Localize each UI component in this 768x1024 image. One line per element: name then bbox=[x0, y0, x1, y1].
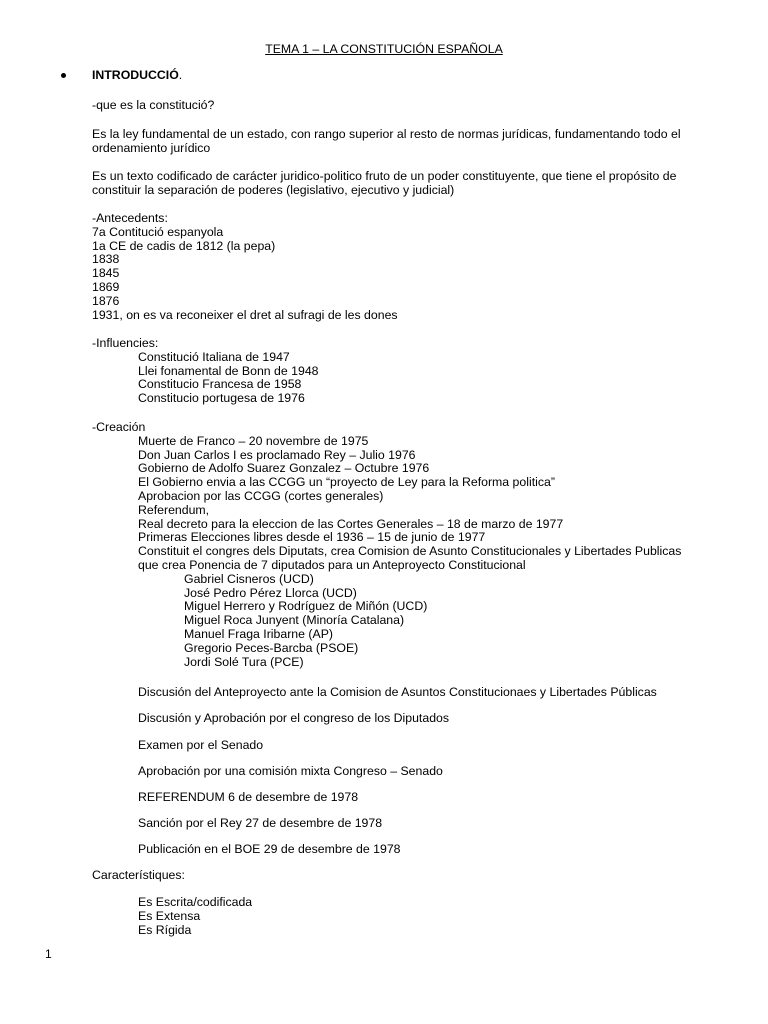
caracteristiques-list bbox=[92, 896, 722, 937]
list-item: Primeras Elecciones libres desde el 1936 – 15 de junio de 1977 bbox=[138, 530, 486, 545]
list-item: 1845 bbox=[92, 266, 120, 281]
paragraph-line: constituir la separación de poderes (legislativo, ejecutivo y judicial) bbox=[92, 182, 455, 197]
step-text: Discusión del Anteproyecto ante la Comision de Asuntos Constitucionaes y Libertades Públicas bbox=[138, 685, 657, 699]
question-text: -que es la constitució? bbox=[92, 98, 215, 112]
step-text: Aprobación por una comisión mixta Congreso – Senado bbox=[138, 764, 443, 778]
step-text: REFERENDUM 6 de desembre de 1978 bbox=[138, 790, 359, 804]
list-item: Real decreto para la eleccion de las Cortes Generales – 18 de marzo de 1977 bbox=[138, 516, 564, 531]
list-item: Aprobacion por las CCGG (cortes generales) bbox=[138, 488, 384, 503]
ponente-item: Miguel Herrero y Rodríguez de Miñón (UCD) bbox=[184, 599, 428, 614]
paragraph-line: Es un texto codificado de carácter juridico-politico fruto de un poder constituyente, que tiene el propósito de bbox=[92, 169, 677, 183]
antecedents-section bbox=[92, 212, 722, 322]
definition-paragraph-2 bbox=[92, 170, 722, 198]
list-item: Es Extensa bbox=[138, 908, 201, 923]
list-item: Muerte de Franco – 20 novembre de 1975 bbox=[138, 433, 369, 448]
list-item: Gobierno de Adolfo Suarez Gonzalez – Octubre 1976 bbox=[138, 461, 430, 476]
definition-paragraph-1 bbox=[92, 128, 722, 156]
ponente-item: Manuel Fraga Iribarne (AP) bbox=[184, 626, 333, 641]
ponente-item: Gregorio Peces-Barcba (PSOE) bbox=[184, 640, 359, 655]
paragraph-line: ordenamiento jurídico bbox=[92, 140, 211, 155]
list-item: Constitució Italiana de 1947 bbox=[138, 349, 290, 364]
caracteristiques-label: Característiques: bbox=[92, 868, 185, 882]
antecedents-label: -Antecedents: bbox=[92, 211, 168, 225]
page-number: 1 bbox=[45, 947, 52, 961]
creacion-step bbox=[92, 765, 722, 779]
section-heading-text: INTRODUCCIÓ bbox=[92, 68, 179, 82]
list-item: 1876 bbox=[92, 293, 120, 308]
section-heading-dot: . bbox=[178, 68, 183, 82]
paragraph-line: Es la ley fundamental de un estado, con rango superior al resto de normas jurídicas, fundamentando todo el bbox=[92, 127, 681, 141]
step-text: Publicación en el BOE 29 de desembre de 1978 bbox=[138, 842, 401, 856]
bullet-point bbox=[61, 73, 66, 78]
list-item: El Gobierno envia a las CCGG un “proyecto de Ley para la Reforma politica” bbox=[138, 475, 555, 490]
question-line bbox=[92, 99, 722, 113]
list-item: Don Juan Carlos I es proclamado Rey – Julio 1976 bbox=[138, 447, 416, 462]
list-item: Constitucio Francesa de 1958 bbox=[138, 377, 302, 392]
list-item: 1869 bbox=[92, 279, 120, 294]
creacion-label: -Creación bbox=[92, 420, 146, 434]
list-item: Es Rígida bbox=[138, 922, 192, 937]
step-text: Examen por el Senado bbox=[138, 738, 264, 752]
creacion-step bbox=[92, 817, 722, 831]
list-item: 1838 bbox=[92, 252, 120, 267]
list-item: Constituit el congres dels Diputats, crea Comision de Asunto Constitucionales y Libertades Publicas bbox=[138, 544, 682, 559]
influencies-label: -Influencies: bbox=[92, 336, 159, 350]
creacion-step bbox=[92, 739, 722, 753]
caracteristiques-label-block bbox=[92, 869, 722, 883]
ponente-item: Miguel Roca Junyent (Minoría Catalana) bbox=[184, 613, 405, 628]
list-item: que crea Ponencia de 7 diputados para un Anteproyecto Constitucional bbox=[138, 557, 526, 572]
ponente-item: José Pedro Pérez Llorca (UCD) bbox=[184, 585, 357, 600]
list-item: 1931, on es va reconeixer el dret al sufragi de les dones bbox=[92, 307, 398, 322]
list-item: Es Escrita/codificada bbox=[138, 895, 253, 909]
creacion-step bbox=[92, 712, 722, 726]
creacion-step bbox=[92, 686, 722, 700]
step-text: Discusión y Aprobación por el congreso de los Diputados bbox=[138, 711, 450, 725]
influencies-section bbox=[92, 337, 722, 406]
ponente-item: Jordi Solé Tura (PCE) bbox=[184, 654, 304, 669]
creacion-step bbox=[92, 843, 722, 857]
list-item: 1a CE de cadis de 1812 (la pepa) bbox=[92, 238, 276, 253]
step-text: Sanción por el Rey 27 de desembre de 1978 bbox=[138, 816, 383, 830]
section-heading-introduccio bbox=[92, 69, 182, 83]
list-item: Constitucio portugesa de 1976 bbox=[138, 391, 305, 406]
document-title: TEMA 1 – LA CONSTITUCIÓN ESPAÑOLA bbox=[265, 42, 503, 56]
creacion-step bbox=[92, 791, 722, 805]
ponente-item: Gabriel Cisneros (UCD) bbox=[184, 571, 314, 586]
list-item: Referendum, bbox=[138, 502, 210, 517]
list-item: Llei fonamental de Bonn de 1948 bbox=[138, 363, 319, 378]
list-item: 7a Contitució espanyola bbox=[92, 224, 224, 239]
creacion-section bbox=[92, 421, 722, 669]
